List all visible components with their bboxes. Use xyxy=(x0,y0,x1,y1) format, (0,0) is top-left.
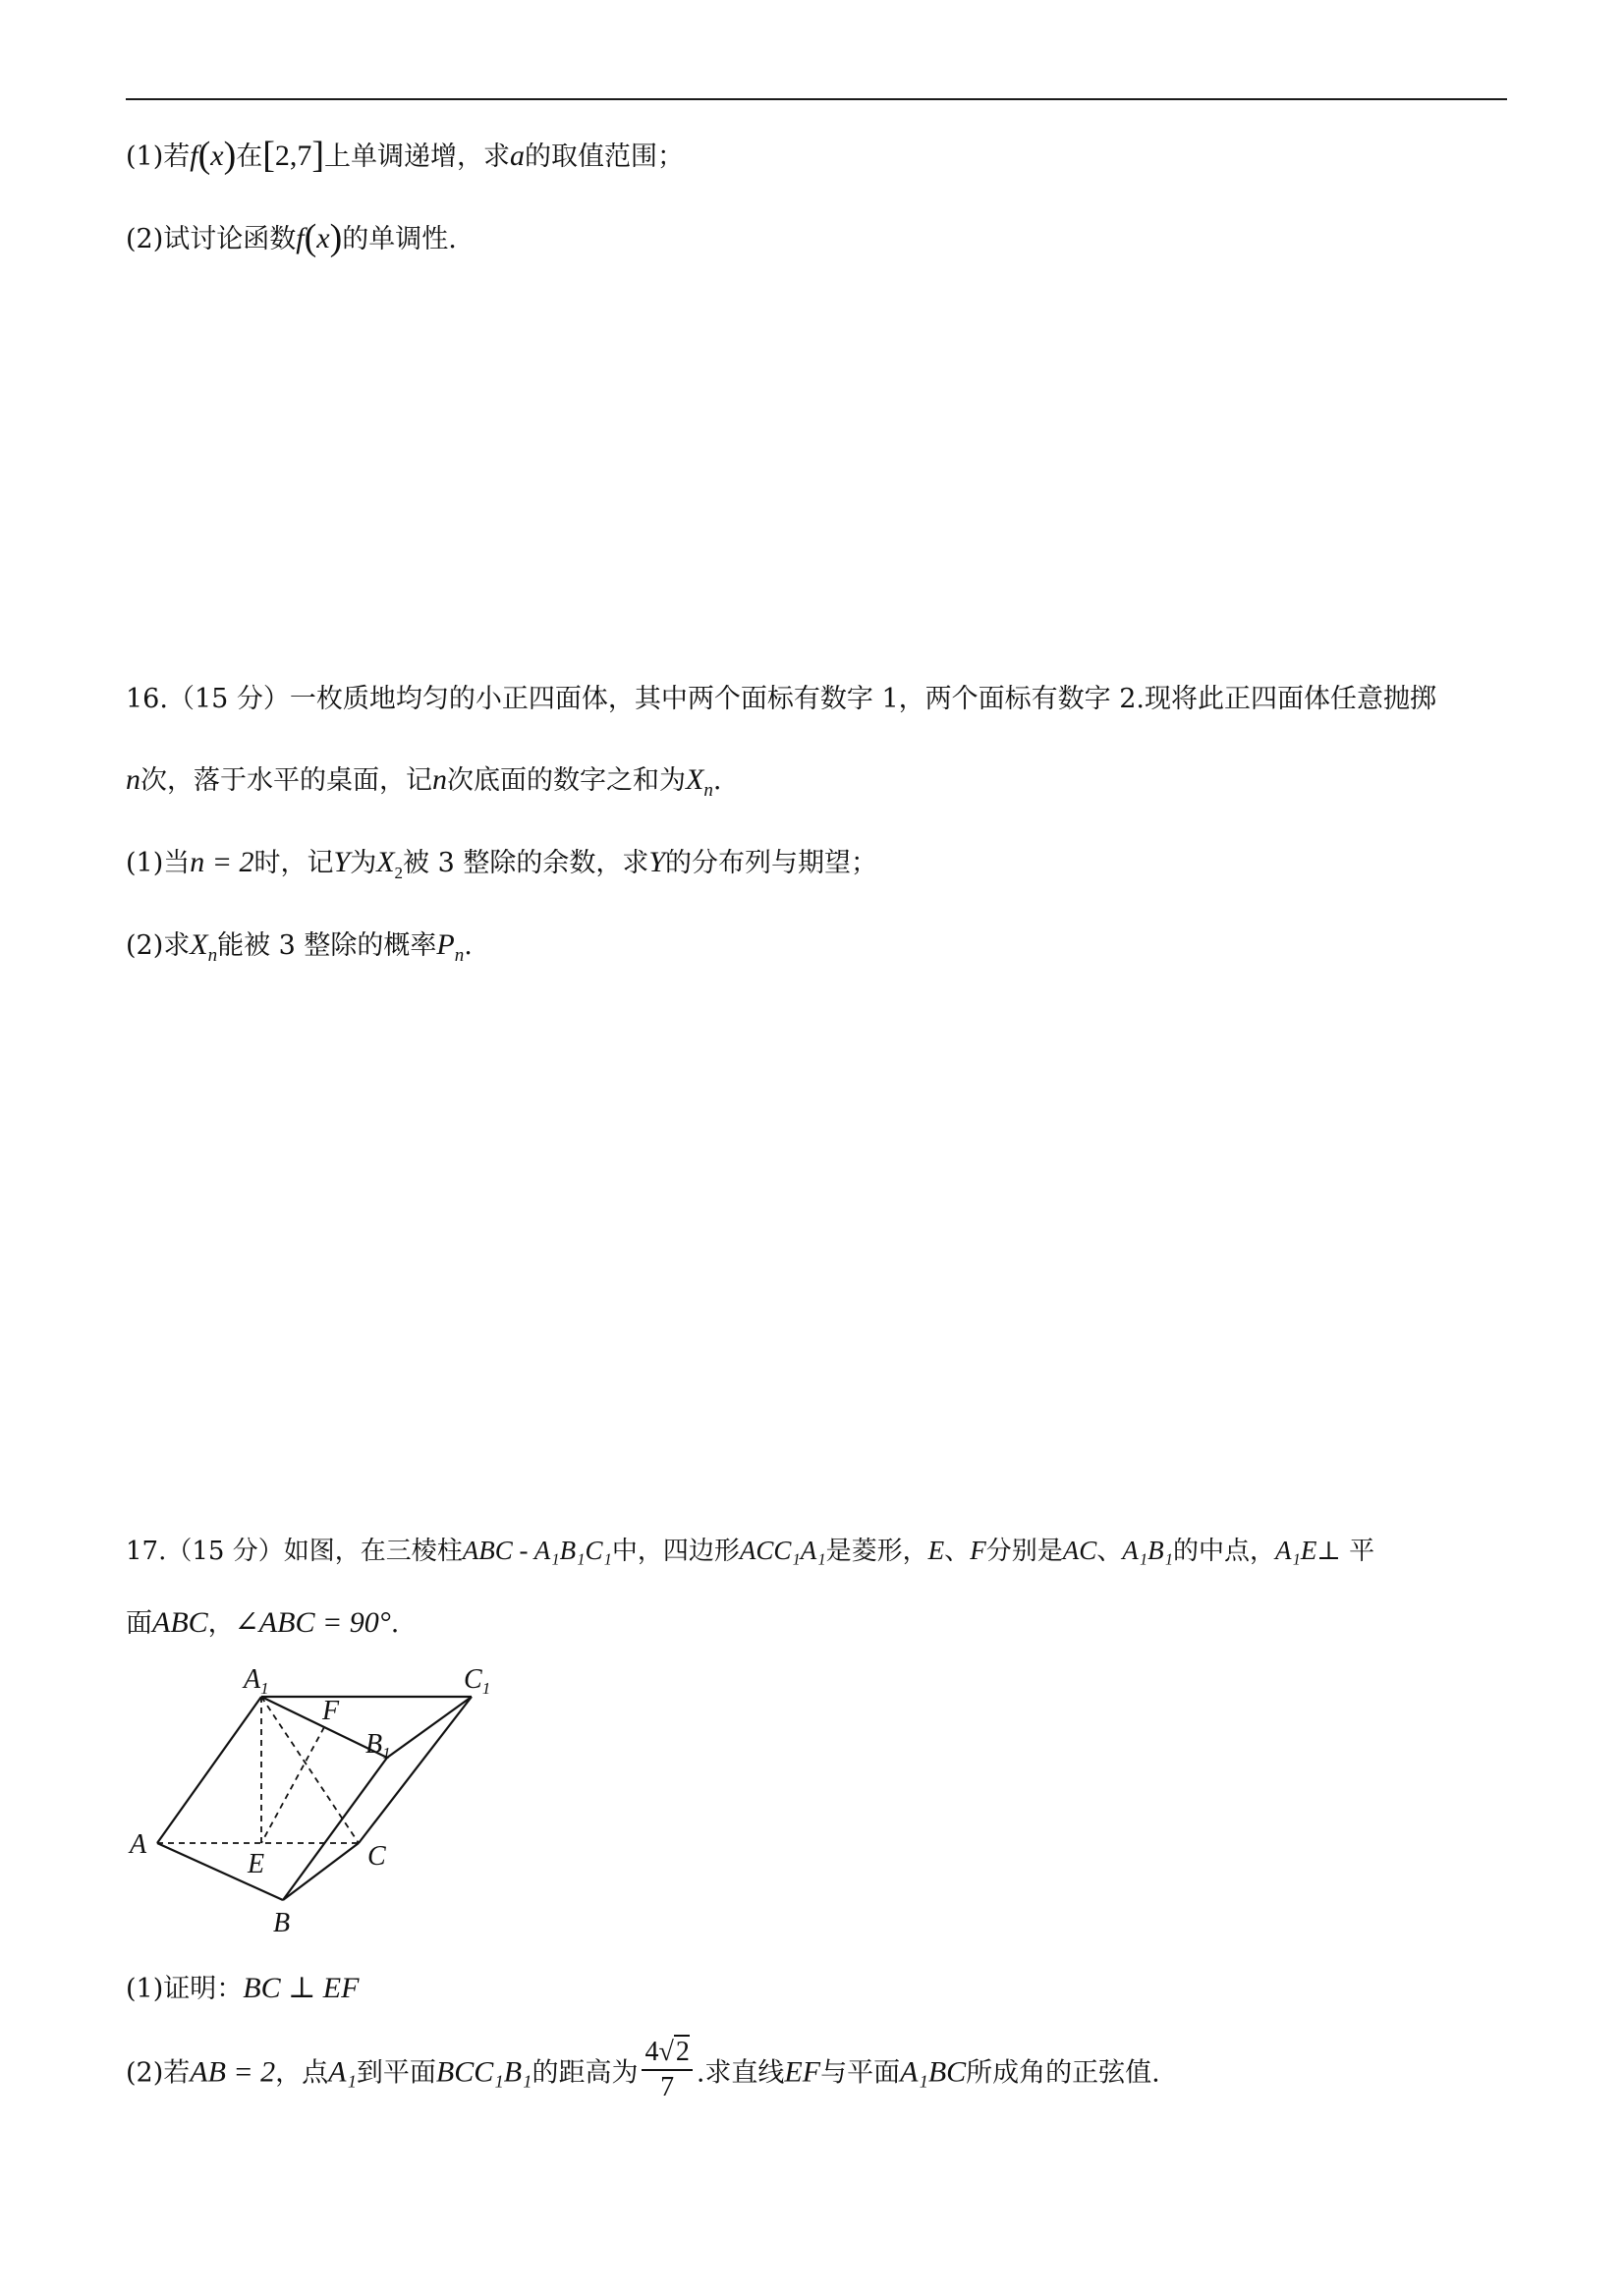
q17-part1-prefix: (1)证明： xyxy=(126,1974,244,2004)
paren-close: ) xyxy=(329,217,343,258)
label-A: A xyxy=(130,1829,147,1860)
q17-t7: ⊥ 平 xyxy=(1316,1537,1375,1566)
q17-part2-t4: .求直线 xyxy=(696,2057,785,2089)
q17-t4: 分别是 xyxy=(985,1537,1063,1566)
q17-prism: ABC - A₁B₁C₁ xyxy=(462,1536,612,1565)
q16-stem-line1: 16.（15 分）一枚质地均匀的小正四面体，其中两个面标有数字 1，两个面标有数字 2.现将此正四面体任意抛掷 xyxy=(126,684,1436,714)
q16-X-sub: n xyxy=(703,780,713,801)
q16-part1-eq: n = 2 xyxy=(190,846,254,878)
q16-line2-t1: 次，落于水平的桌面，记 xyxy=(140,765,432,796)
q15-part1 xyxy=(126,136,684,175)
label-B1: $B_1$ xyxy=(365,1729,391,1763)
edge-A1C-hidden xyxy=(261,1697,359,1843)
q17-line2-prefix: 面 xyxy=(126,1608,152,1639)
q15-part2-prefix: (2)试讨论函数 xyxy=(126,224,297,254)
q16-part1-t3: 被 3 整除的余数，求 xyxy=(403,848,649,878)
bracket-open: [ xyxy=(262,135,275,176)
q17-part2-t5: 与平面 xyxy=(820,2057,901,2089)
q16-stem-line2 xyxy=(126,762,721,802)
label-C1: $C_1$ xyxy=(464,1664,491,1698)
header-rule xyxy=(126,98,1507,100)
q16-part1-X-sub: 2 xyxy=(394,864,404,882)
q16-line2-t2: 次底面的数字之和为 xyxy=(447,765,686,796)
q17-line2-end: . xyxy=(390,1608,400,1639)
q15-part2-func: f xyxy=(296,222,305,254)
q16-part2 xyxy=(126,927,473,967)
q15-part1-func: f xyxy=(190,140,198,172)
q15-part1-param: a xyxy=(510,140,526,172)
paren-close: ) xyxy=(223,135,237,176)
label-A1: $A_1$ xyxy=(244,1664,269,1698)
q15-part1-mid2: 上单调递增，求 xyxy=(324,141,511,172)
q17-AC: AC xyxy=(1062,1536,1097,1565)
q17-t5: 、 xyxy=(1096,1537,1123,1566)
fraction-numerator: 4√2 xyxy=(642,2036,692,2071)
q16-part2-end: . xyxy=(464,930,473,961)
q16-part1-t2: 为 xyxy=(350,848,377,878)
fraction-denominator: 7 xyxy=(660,2072,675,2102)
q17-stem-line1 xyxy=(126,1533,1374,1569)
q16-part1-X: X xyxy=(376,846,395,878)
q17-A1B1: A₁B₁ xyxy=(1122,1536,1173,1565)
edge-CC1 xyxy=(359,1697,472,1843)
q16-part2-X-sub: n xyxy=(207,945,218,966)
q16-part2-X: X xyxy=(190,928,208,961)
label-F: F xyxy=(322,1696,340,1726)
q16-part2-t1: 能被 3 整除的概率 xyxy=(217,930,437,961)
q17-E: E xyxy=(927,1536,945,1565)
edge-BB1 xyxy=(283,1758,387,1900)
q17-t3: 、 xyxy=(944,1537,971,1566)
numerator-radicand: 2 xyxy=(675,2037,690,2067)
q16-n1: n xyxy=(126,763,140,796)
q17-line2-comma: ， xyxy=(207,1608,235,1639)
edge-B1C1 xyxy=(387,1697,472,1758)
edge-BC xyxy=(283,1843,359,1900)
q17-A1E: A₁E xyxy=(1275,1536,1317,1565)
q17-part2-t6: 所成角的正弦值. xyxy=(966,2057,1160,2089)
q17-part2-t2: 到平面 xyxy=(356,2057,436,2089)
q17-part2-A1: A₁ xyxy=(328,2055,357,2089)
q15-part1-var: x xyxy=(210,140,224,172)
q17-t1: 中，四边形 xyxy=(611,1537,740,1566)
q16-n2: n xyxy=(432,763,447,796)
q15-part1-prefix: (1)若 xyxy=(126,141,191,172)
q17-t6: 的中点， xyxy=(1173,1537,1276,1566)
q17-line2-ABC: ABC xyxy=(152,1606,208,1639)
q16-part2-P-sub: n xyxy=(454,945,465,966)
q17-prefix: 17.（15 分）如图，在三棱柱 xyxy=(126,1537,463,1566)
q17-F: F xyxy=(970,1536,986,1565)
q16-line2-end: . xyxy=(712,765,722,796)
q15-part2-post: 的单调性. xyxy=(342,224,457,254)
edge-AA1 xyxy=(157,1697,261,1843)
q15-part2-var: x xyxy=(316,222,330,254)
prism-figure xyxy=(118,1660,511,1945)
q16-part1 xyxy=(126,845,877,884)
label-C: C xyxy=(367,1841,386,1872)
q16-part1-Y1: Y xyxy=(333,846,351,878)
q17-part2-t3: 的距高为 xyxy=(532,2057,639,2089)
q16-part2-prefix: (2)求 xyxy=(126,930,191,961)
q17-part1-statement: BC ⊥ EF xyxy=(243,1972,360,2004)
q17-part2-plane: BCC₁B₁ xyxy=(435,2055,532,2089)
q17-part2-t1: ，点 xyxy=(275,2057,329,2089)
distance-fraction xyxy=(642,2036,692,2104)
q15-part1-interval: 2,7 xyxy=(274,140,312,172)
numerator-coef: 4 xyxy=(644,2037,659,2067)
q17-part2-eq: AB = 2 xyxy=(190,2055,276,2089)
label-B: B xyxy=(273,1908,291,1938)
q17-part2-plane2: A₁BC xyxy=(900,2055,967,2089)
q17-part1 xyxy=(126,1971,359,2007)
label-E: E xyxy=(248,1849,265,1879)
q15-part2 xyxy=(126,218,457,257)
paren-open: ( xyxy=(197,135,211,176)
q16-part1-prefix: (1)当 xyxy=(126,848,191,878)
q17-t2: 是菱形， xyxy=(825,1537,928,1566)
q17-quad: ACC₁A₁ xyxy=(739,1536,826,1565)
q17-part2 xyxy=(126,2037,1160,2108)
q16-part1-t1: 时，记 xyxy=(253,848,334,878)
q16-X: X xyxy=(686,763,704,796)
bracket-close: ] xyxy=(311,135,325,176)
q16-part1-t4: 的分布列与期望； xyxy=(665,848,878,878)
q17-line2-angle: ∠ABC = 90° xyxy=(234,1606,391,1639)
q15-part1-mid1: 在 xyxy=(236,141,263,172)
q15-part1-post: 的取值范围； xyxy=(525,141,685,172)
q17-stem-line2 xyxy=(126,1605,399,1642)
q17-part2-EF: EF xyxy=(784,2055,821,2089)
q17-part2-prefix: (2)若 xyxy=(126,2057,191,2089)
q16-part2-P: P xyxy=(436,928,455,961)
q16-part1-Y2: Y xyxy=(648,846,666,878)
paren-open: ( xyxy=(304,217,317,258)
